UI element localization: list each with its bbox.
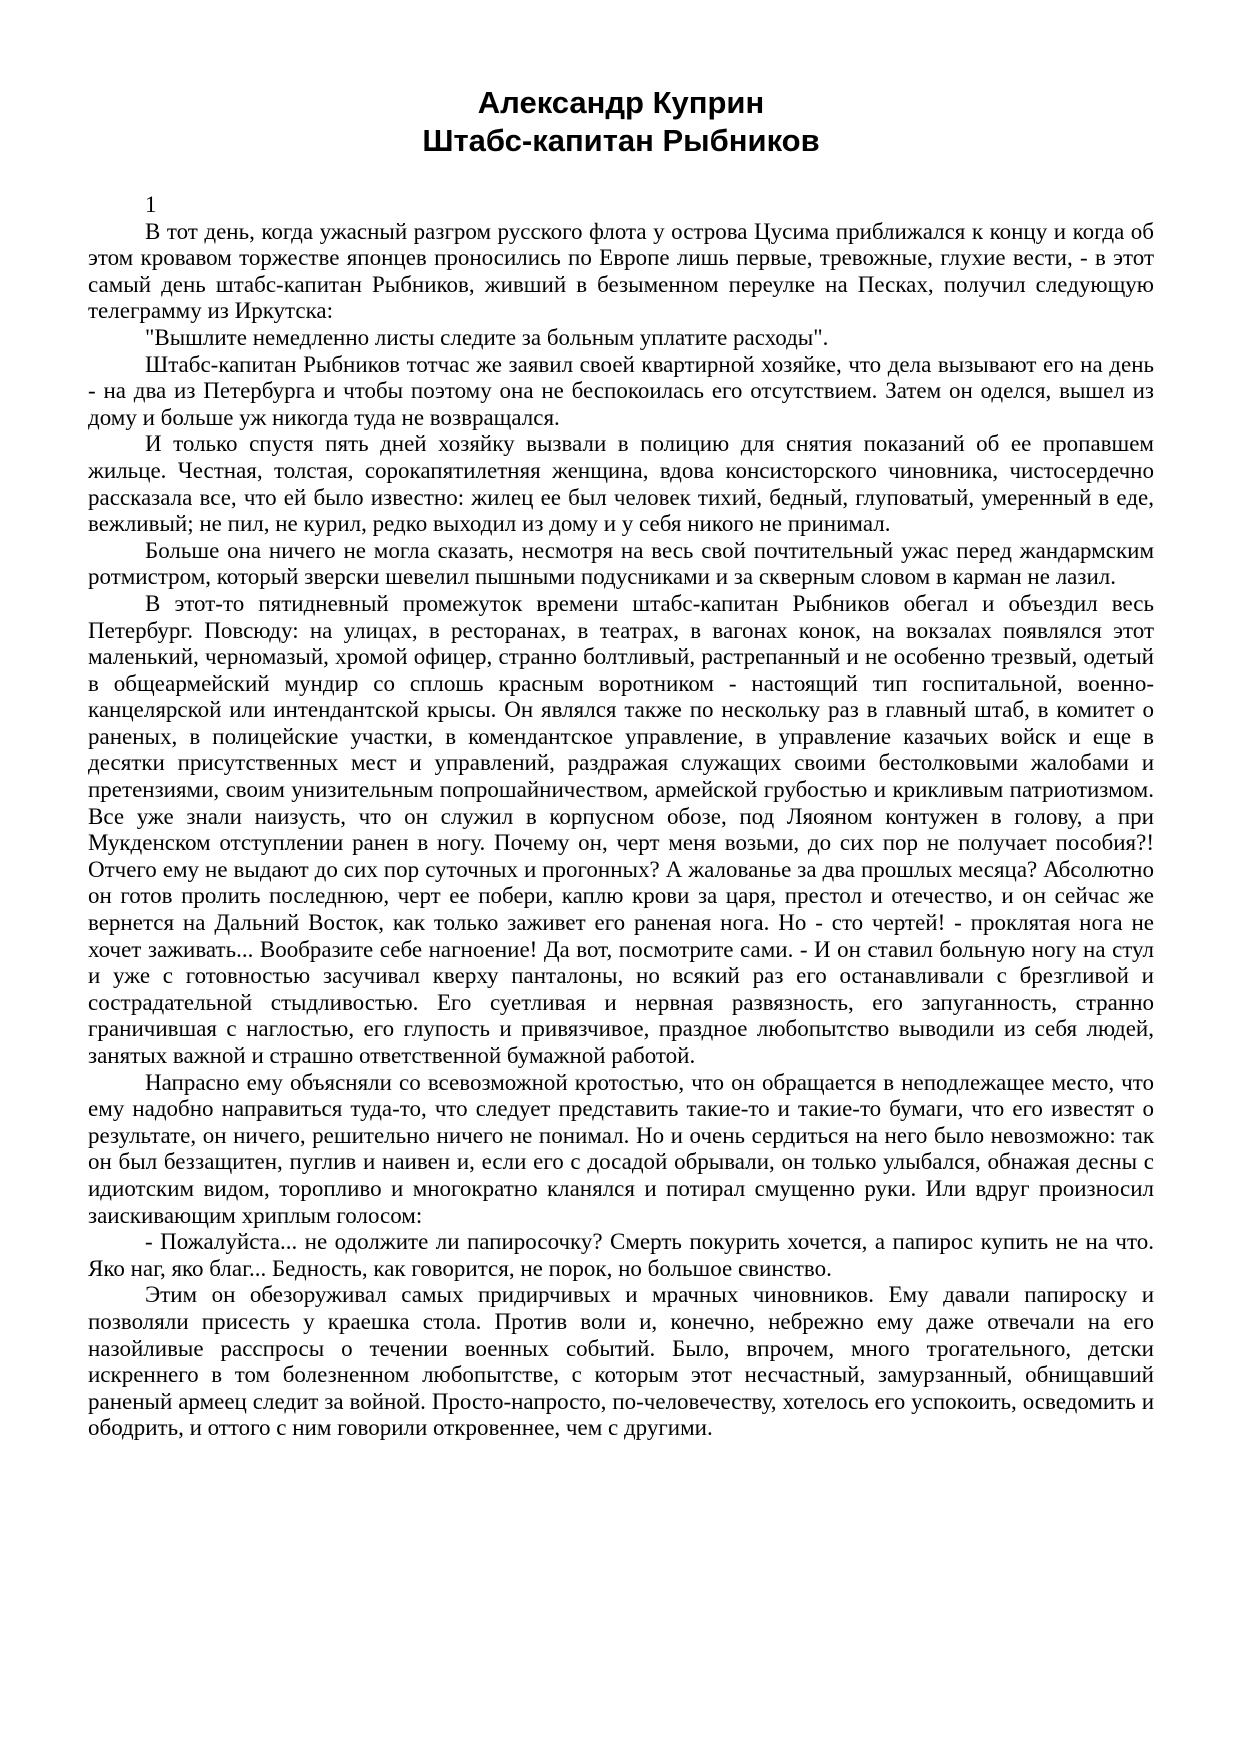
- paragraph: В этот-то пятидневный промежуток времени штабс-капитан Рыбников обегал и объездил весь Петербург. Повсюду: на улицах, в ресторанах, в театрах, в вагонах конок, на вокзалах появлялся этот маленький, черномазый, хромой офицер, странно болтливый, растрепанный и не особенно трезвый, одетый в общеармейский мундир со сплошь красным воротником - настоящий тип госпитальной, военно-канцелярской или интендантской крысы. Он являлся также по нескольку раз в главный штаб, в комитет о раненых, в полицейские участки, в комендантское управление, в управление казачьих войск и еще в десятки присутственных мест и управлений, раздражая служащих своими бестолковыми жалобами и претензиями, своим унизительным попрошайничеством, армейской грубостью и крикливым патриотизмом. Все уже знали наизусть, что он служил в корпусном обозе, под Ляояном контужен в голову, а при Мукденском отступлении ранен в ногу. Почему он, черт меня возьми, до сих пор не получает пособия?! Отчего ему не выдают до сих пор суточных и прогонных? А жалованье за два прошлых месяца? Абсолютно он готов пролить последнюю, черт ее побери, каплю крови за царя, престол и отечество, и он сейчас же вернется на Дальний Восток, как только заживет его раненая нога. Но - сто чертей! - проклятая нога не хочет заживать... Вообразите себе нагноение! Да вот, посмотрите сами. - И он ставил больную ногу на стул и уже с готовностью засучивал кверху панталоны, но всякий раз его останавливали с брезгливой и сострадательной стыдливостью. Его суетливая и нервная развязность, его запуганность, странно граничившая с наглостью, его глупость и привязчивое, праздное любопытство выводили из себя людей, занятых важной и страшно ответственной бумажной работой.: [88, 590, 1154, 1068]
- paragraph: Этим он обезоруживал самых придирчивых и мрачных чиновников. Ему давали папироску и позволяли присесть у краешка стола. Против воли и, конечно, небрежно ему даже отвечали на его назойливые расспросы о течении военных событий. Было, впрочем, много трогательного, детски искреннего в том болезненном любопытстве, с которым этот несчастный, замурзанный, обнищавший раненый армеец следит за войной. Просто-напросто, по-человечеству, хотелось его успокоить, осведомить и ободрить, и оттого с ним говорили откровеннее, чем с другими.: [88, 1282, 1154, 1441]
- paragraph: В тот день, когда ужасный разгром русского флота у острова Цусима приближался к концу и когда об этом кровавом торжестве японцев проносились по Европе лишь первые, тревожные, глухие вести, - в этот самый день штабс-капитан Рыбников, живший в безыменном переулке на Песках, получил следующую телеграмму из Иркутска:: [88, 218, 1154, 324]
- paragraph: Напрасно ему объясняли со всевозможной кротостью, что он обращается в неподлежащее место, что ему надобно направиться туда-то, что следует представить такие-то и такие-то бумаги, что его известят о результате, он ничего, решительно ничего не понимал. Но и очень сердиться на него было невозможно: так он был беззащитен, пуглив и наивен и, если его с досадой обрывали, он только улыбался, обнажая десны с идиотским видом, торопливо и многократно кланялся и потирал смущенно руки. Или вдруг произносил заискивающим хриплым голосом:: [88, 1069, 1154, 1228]
- author-name: Александр Куприн: [477, 85, 765, 120]
- document-body: [88, 192, 1154, 1442]
- paragraph: И только спустя пять дней хозяйку вызвали в полицию для снятия показаний об ее пропавшем жильце. Честная, толстая, сорокапятилетняя женщина, вдова консисторского чиновника, чистосердечно рассказала все, что ей было известно: жилец ее был человек тихий, бедный, глуповатый, умеренный в еде, вежливый; не пил, не курил, редко выходил из дому и у себя никого не принимал.: [88, 431, 1154, 537]
- work-title: Штабс-капитан Рыбников: [422, 123, 820, 158]
- paragraph: - Пожалуйста... не одолжите ли папиросочку? Смерть покурить хочется, а папирос купить не на что. Яко наг, яко благ... Бедность, как говорится, не порок, но большое свинство.: [88, 1229, 1154, 1281]
- chapter-number: 1: [145, 192, 157, 217]
- paragraph: "Вышлите немедленно листы следите за больным уплатите расходы".: [145, 324, 829, 350]
- document-page: [88, 84, 1154, 1442]
- paragraph: Штабс-капитан Рыбников тотчас же заявил своей квартирной хозяйке, что дела вызывают его на день - на два из Петербурга и чтобы поэтому она не беспокоилась его отсутствием. Затем он оделся, вышел из дому и больше уж никогда туда не возвращался.: [88, 351, 1154, 430]
- document-header: [88, 84, 1154, 160]
- paragraph: Больше она ничего не могла сказать, несмотря на весь свой почтительный ужас перед жандармским ротмистром, который зверски шевелил пышными подусниками и за скверным словом в карман не лазил.: [88, 537, 1154, 590]
